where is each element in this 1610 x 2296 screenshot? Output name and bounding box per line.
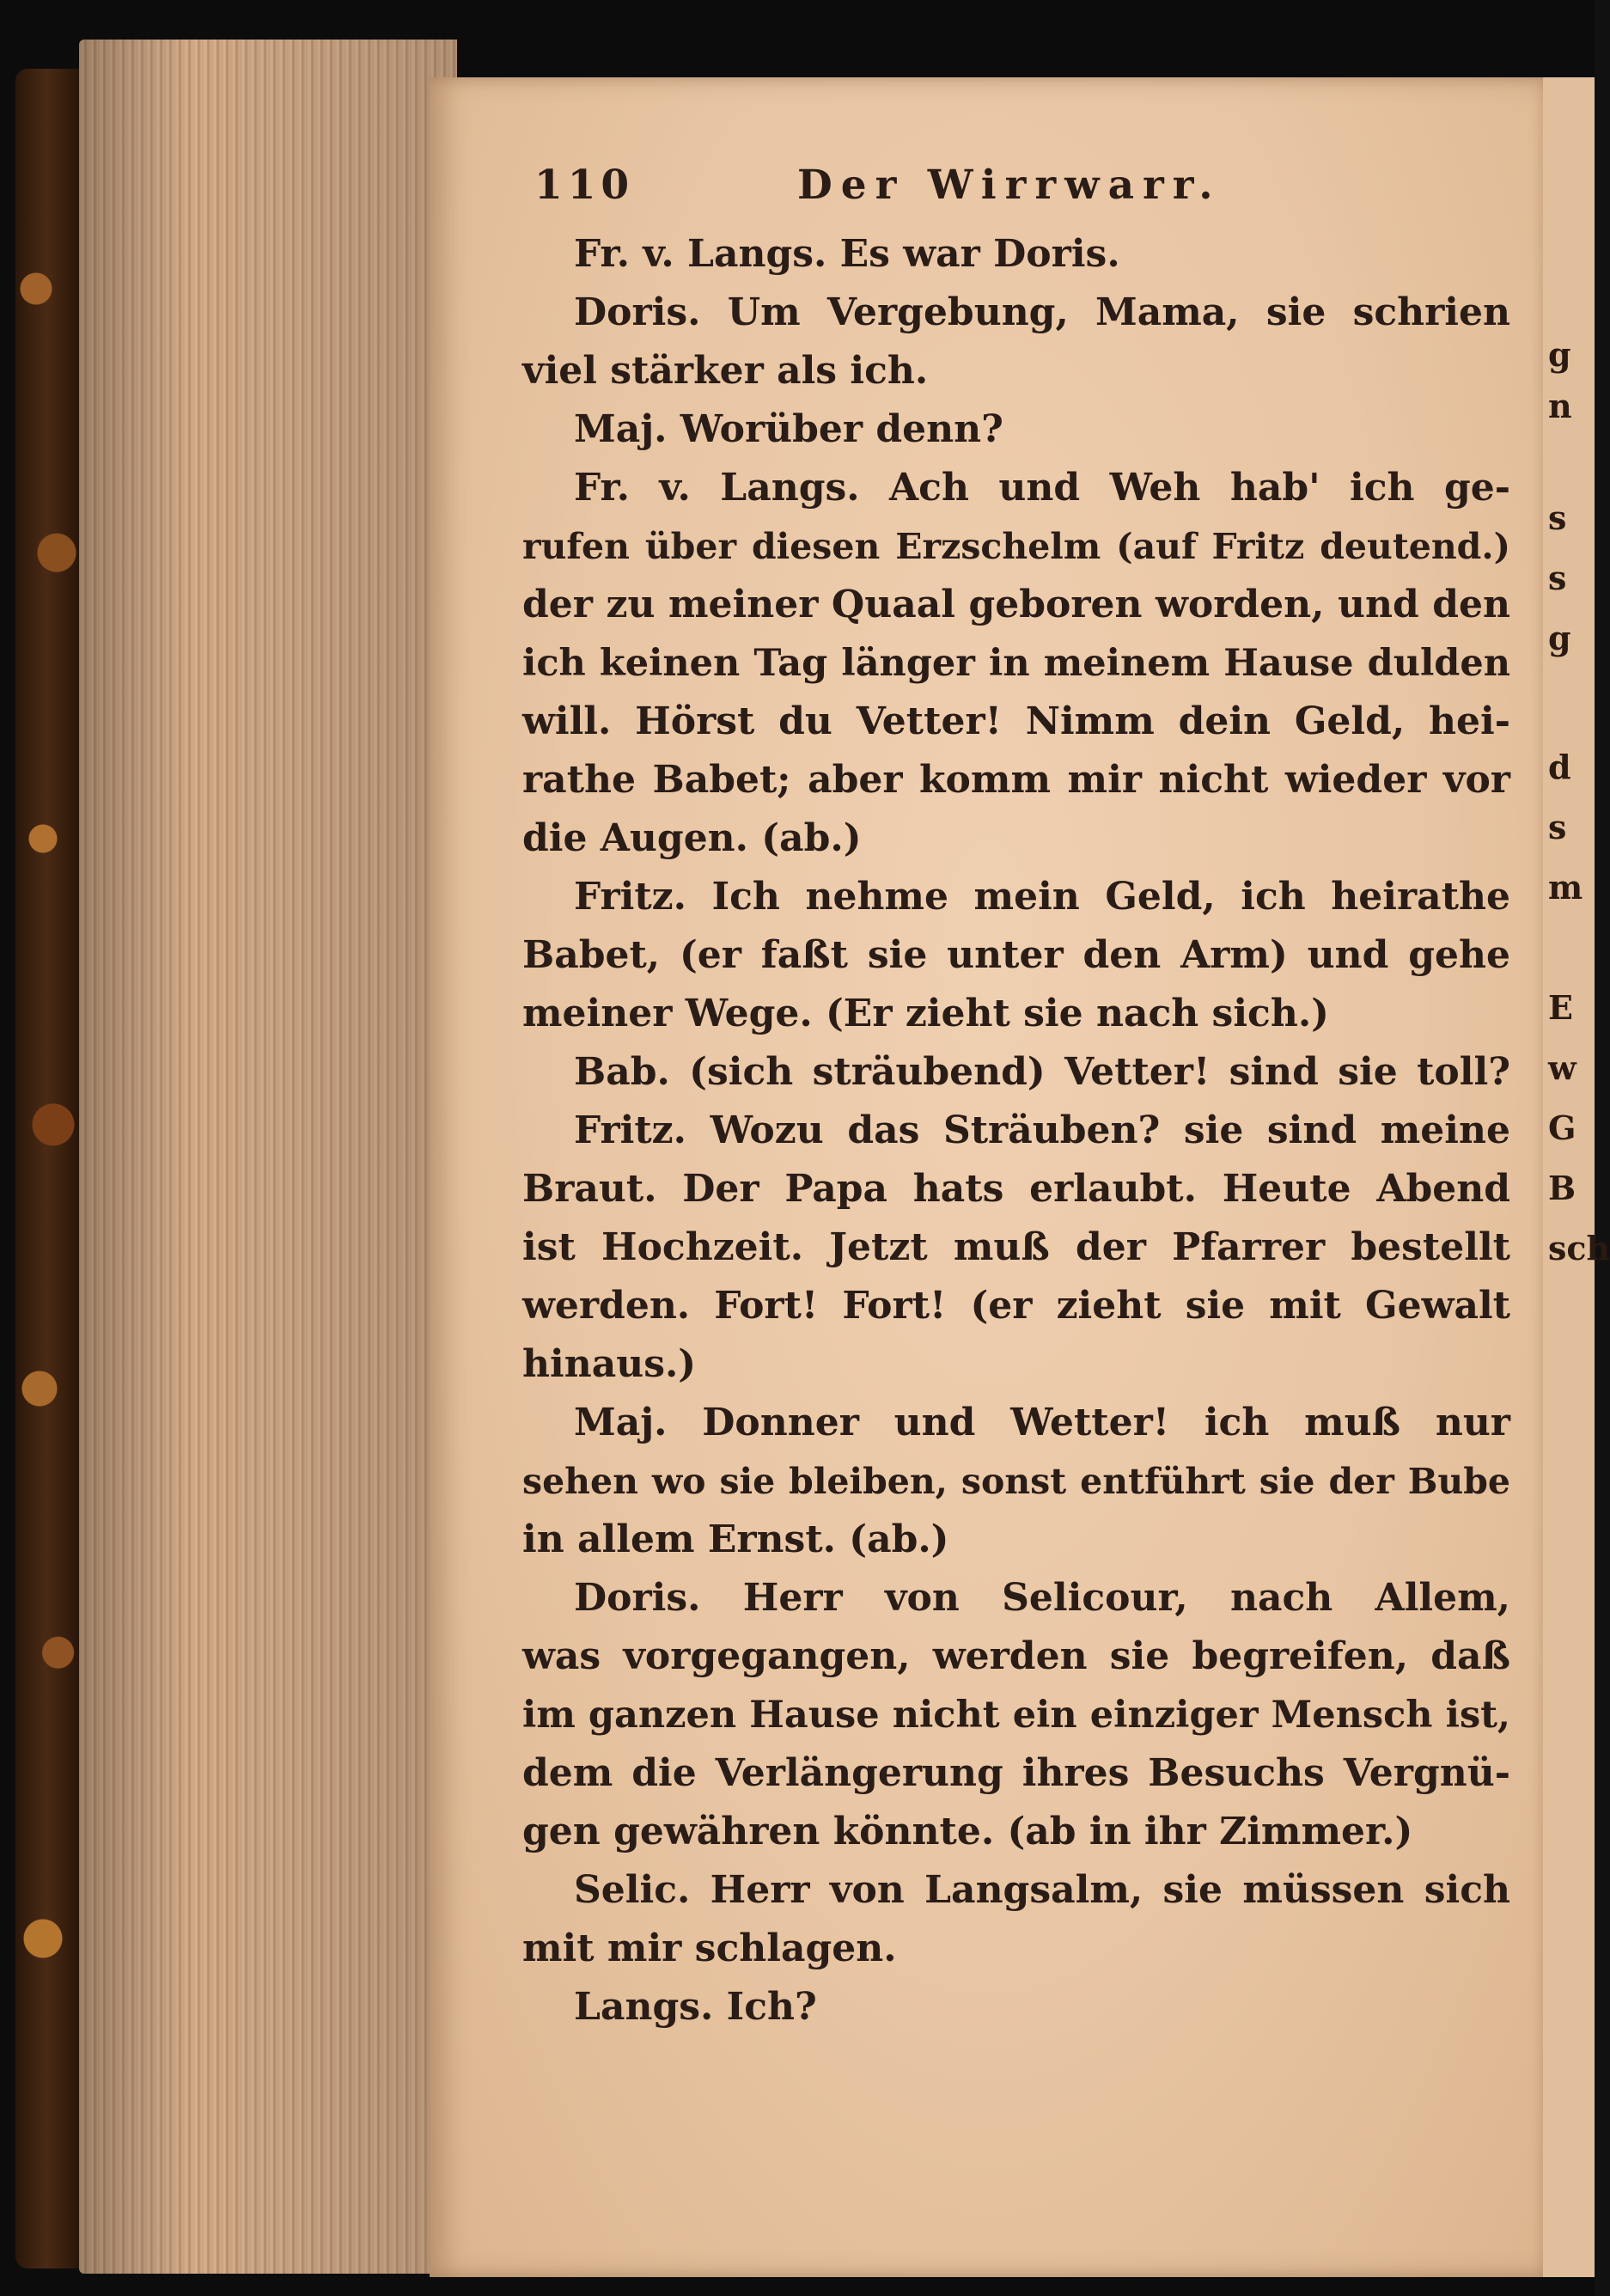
text-line: Bab. (sich sträubend) Vetter! sind sie toll?	[574, 1050, 1510, 1094]
text-line: Doris. Herr von Selicour, nach Allem,	[574, 1576, 1510, 1620]
text-line: gen gewähren könnte. (ab in ihr Zimmer.)	[522, 1810, 1413, 1853]
text-line: ist Hochzeit. Jetzt muß der Pfarrer bestellt	[522, 1225, 1510, 1269]
next-page-fragment: sch	[1548, 1229, 1610, 1267]
text-line: die Augen. (ab.)	[522, 816, 862, 860]
text-line: der zu meiner Quaal geboren worden, und den	[522, 583, 1510, 626]
marbled-cover	[15, 69, 84, 2269]
next-page-fragment: g	[1548, 335, 1571, 374]
text-line: rufen über diesen Erzschelm (auf Fritz deutend.)	[522, 526, 1510, 567]
text-line: Maj. Worüber denn?	[574, 407, 1003, 451]
text-line: viel stärker als ich.	[522, 349, 929, 393]
text-line: Maj. Donner und Wetter! ich muß nur	[574, 1401, 1510, 1444]
text-line: Fritz. Wozu das Sträuben? sie sind meine	[574, 1108, 1510, 1152]
text-line: Babet, (er faßt sie unter den Arm) und gehe	[522, 933, 1510, 977]
text-line: dem die Verlängerung ihres Besuchs Vergnü-	[522, 1751, 1510, 1795]
running-head	[522, 155, 1510, 225]
text-line: was vorgegangen, werden sie begreifen, daß	[522, 1634, 1510, 1678]
text-line: Fritz. Ich nehme mein Geld, ich heirathe	[574, 875, 1510, 919]
text-line: werden. Fort! Fort! (er zieht sie mit Gewalt	[522, 1284, 1510, 1328]
text-line: rathe Babet; aber komm mir nicht wieder vor	[522, 758, 1510, 802]
text-line: Braut. Der Papa hats erlaubt. Heute Abend	[522, 1167, 1510, 1211]
page-edges-shadow	[79, 40, 457, 2274]
next-page-fragment: s	[1548, 559, 1567, 597]
text-line: Doris. Um Vergebung, Mama, sie schrien	[574, 290, 1510, 334]
next-page-fragment: s	[1548, 808, 1567, 846]
text-line: Selic. Herr von Langsalm, sie müssen sich	[574, 1868, 1510, 1912]
next-page-fragment: s	[1548, 498, 1567, 537]
text-line: Fr. v. Langs. Es war Doris.	[574, 232, 1120, 276]
text-line: will. Hörst du Vetter! Nimm dein Geld, hei-	[522, 699, 1510, 743]
next-page-fragment: m	[1548, 868, 1583, 907]
next-page-fragment: E	[1548, 988, 1573, 1027]
text-lines	[522, 225, 1510, 2036]
next-page-fragment: n	[1548, 387, 1572, 425]
text-line: meiner Wege. (Er zieht sie nach sich.)	[522, 992, 1329, 1035]
text-line: hinaus.)	[522, 1342, 697, 1386]
text-line: ich keinen Tag länger in meinem Hause dulden	[522, 642, 1510, 685]
next-page-fragment: w	[1548, 1048, 1576, 1087]
next-page-fragment: B	[1548, 1169, 1576, 1207]
next-page-fragment: d	[1548, 748, 1571, 786]
next-page-fragment: G	[1548, 1108, 1576, 1147]
text-line: im ganzen Hause nicht ein einziger Mensch ist,	[522, 1694, 1510, 1737]
running-title: Der Wirrwarr.	[797, 162, 1222, 209]
next-page-fragment: g	[1548, 619, 1571, 657]
text-line: Langs. Ich?	[574, 1985, 817, 2029]
text-line: Fr. v. Langs. Ach und Weh hab' ich ge-	[574, 466, 1510, 510]
text-line: sehen wo sie bleiben, sonst entführt sie der Bube	[522, 1461, 1510, 1502]
page-number: 110	[534, 162, 635, 209]
text-line: in allem Ernst. (ab.)	[522, 1517, 949, 1561]
page-text	[522, 155, 1510, 2036]
text-line: mit mir schlagen.	[522, 1927, 897, 1970]
next-page-edge	[1543, 77, 1610, 2277]
